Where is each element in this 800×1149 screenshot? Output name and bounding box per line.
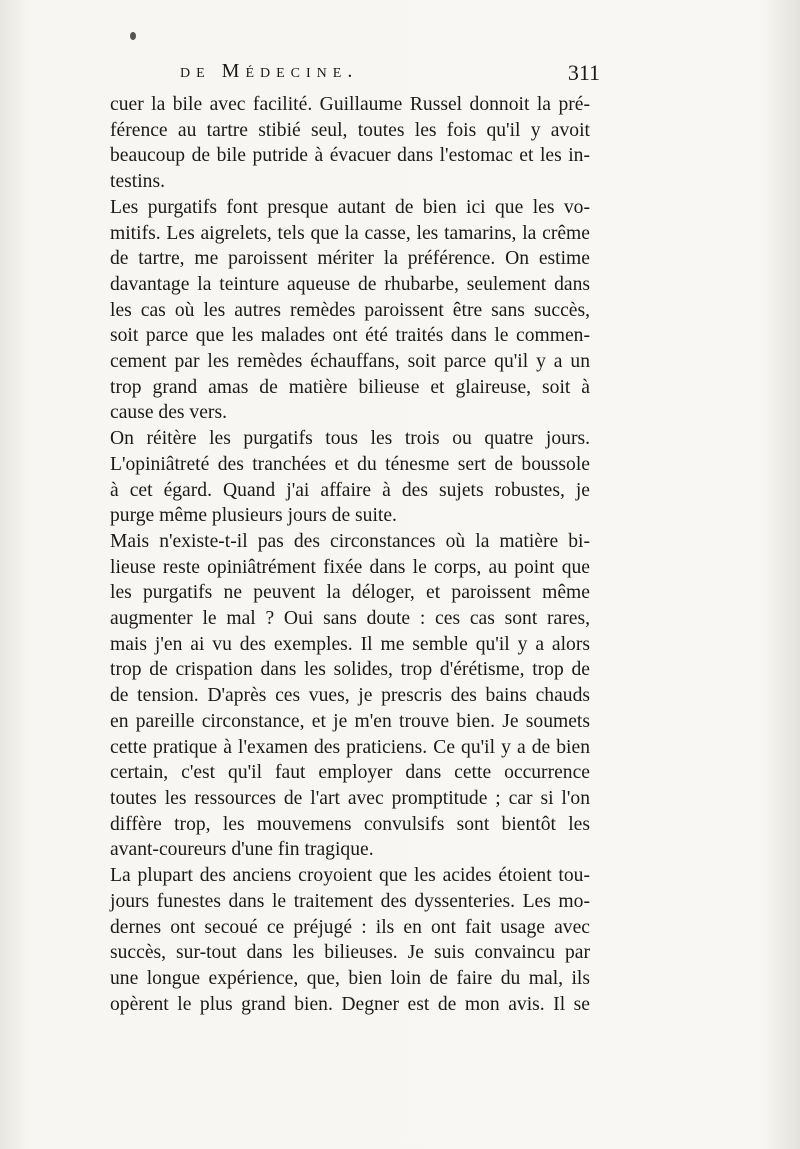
text-line: succès, sur-tout dans les bilieuses. Je suis convaincu par	[110, 942, 590, 964]
text-line: opèrent le plus grand bien. Degner est de mon avis. Il se	[110, 993, 590, 1015]
text-line: testins.	[110, 171, 165, 193]
text-line: les cas où les autres remèdes paroissent être sans succès,	[110, 299, 590, 321]
text-line: férence au tartre stibié seul, toutes les fois qu'il y avoit	[110, 119, 590, 141]
paragraph	[110, 195, 590, 426]
text-line: mais j'en ai vu des exemples. Il me semble qu'il y a alors	[110, 633, 590, 655]
text-line: les purgatifs ne peuvent la déloger, et paroissent même	[110, 582, 590, 604]
text-line: toutes les ressources de l'art avec promptitude ; car si l'on	[110, 787, 590, 809]
text-line: La plupart des anciens croyoient que les acides étoient tou-	[110, 865, 590, 887]
paragraph	[110, 863, 590, 1017]
ink-spot	[130, 32, 136, 40]
text-line: cause des vers.	[110, 402, 227, 424]
text-line: Les purgatifs font presque autant de bien ici que les vo-	[110, 196, 590, 218]
text-line: cette pratique à l'examen des praticiens. Ce qu'il y a de bien	[110, 736, 590, 758]
text-line: soit parce que les malades ont été traités dans le commen-	[110, 325, 590, 347]
text-line: certain, c'est qu'il faut employer dans cette occurrence	[110, 762, 590, 784]
text-line: mitifs. Les aigrelets, tels que la casse, les tamarins, la crême	[110, 222, 590, 244]
text-line: cuer la bile avec facilité. Guillaume Russel donnoit la pré-	[110, 94, 590, 115]
text-line: davantage la teinture aqueuse de rhubarbe, seulement dans	[110, 273, 590, 295]
paragraph	[110, 529, 590, 863]
text-line: purge même plusieurs jours de suite.	[110, 505, 397, 527]
text-line: avant-coureurs d'une fin tragique.	[110, 839, 374, 861]
text-line: diffère trop, les mouvemens convulsifs sont bientôt les	[110, 813, 590, 835]
text-line: en pareille circonstance, et je m'en trouve bien. Je soumets	[110, 710, 590, 732]
running-title: de Médecine.	[180, 60, 359, 82]
text-line: une longue expérience, que, bien loin de faire du mal, ils	[110, 967, 590, 989]
text-line: dernes ont secoué ce préjugé : ils en ont fait usage avec	[110, 916, 590, 938]
page-header	[110, 60, 600, 88]
text-line: cement par les remèdes échauffans, soit parce qu'il y a un	[110, 351, 590, 373]
paragraph	[110, 426, 590, 529]
text-line: trop de crispation dans les solides, trop d'érétisme, trop de	[110, 659, 590, 681]
paragraph	[110, 92, 590, 195]
text-line: trop grand amas de matière bilieuse et glaireuse, soit à	[110, 376, 590, 398]
text-line: L'opiniâtreté des tranchées et du ténesme sert de boussole	[110, 453, 590, 475]
text-line: On réitère les purgatifs tous les trois ou quatre jours.	[110, 428, 590, 450]
text-line: Mais n'existe-t-il pas des circonstances où la matière bi-	[110, 530, 590, 552]
body-text	[110, 92, 590, 1017]
text-line: de tension. D'après ces vues, je prescris des bains chauds	[110, 685, 590, 707]
text-line: à cet égard. Quand j'ai affaire à des sujets robustes, je	[110, 479, 590, 501]
text-line: beaucoup de bile putride à évacuer dans l'estomac et les in-	[110, 145, 590, 167]
text-line: jours funestes dans le traitement des dyssenteries. Les mo-	[110, 890, 590, 912]
text-line: de tartre, me paroissent mériter la préférence. On estime	[110, 248, 590, 270]
page-number: 311	[567, 60, 600, 85]
text-line: augmenter le mal ? Oui sans doute : ces cas sont rares,	[110, 608, 590, 630]
text-line: lieuse reste opiniâtrément fixée dans le corps, au point que	[110, 556, 590, 578]
